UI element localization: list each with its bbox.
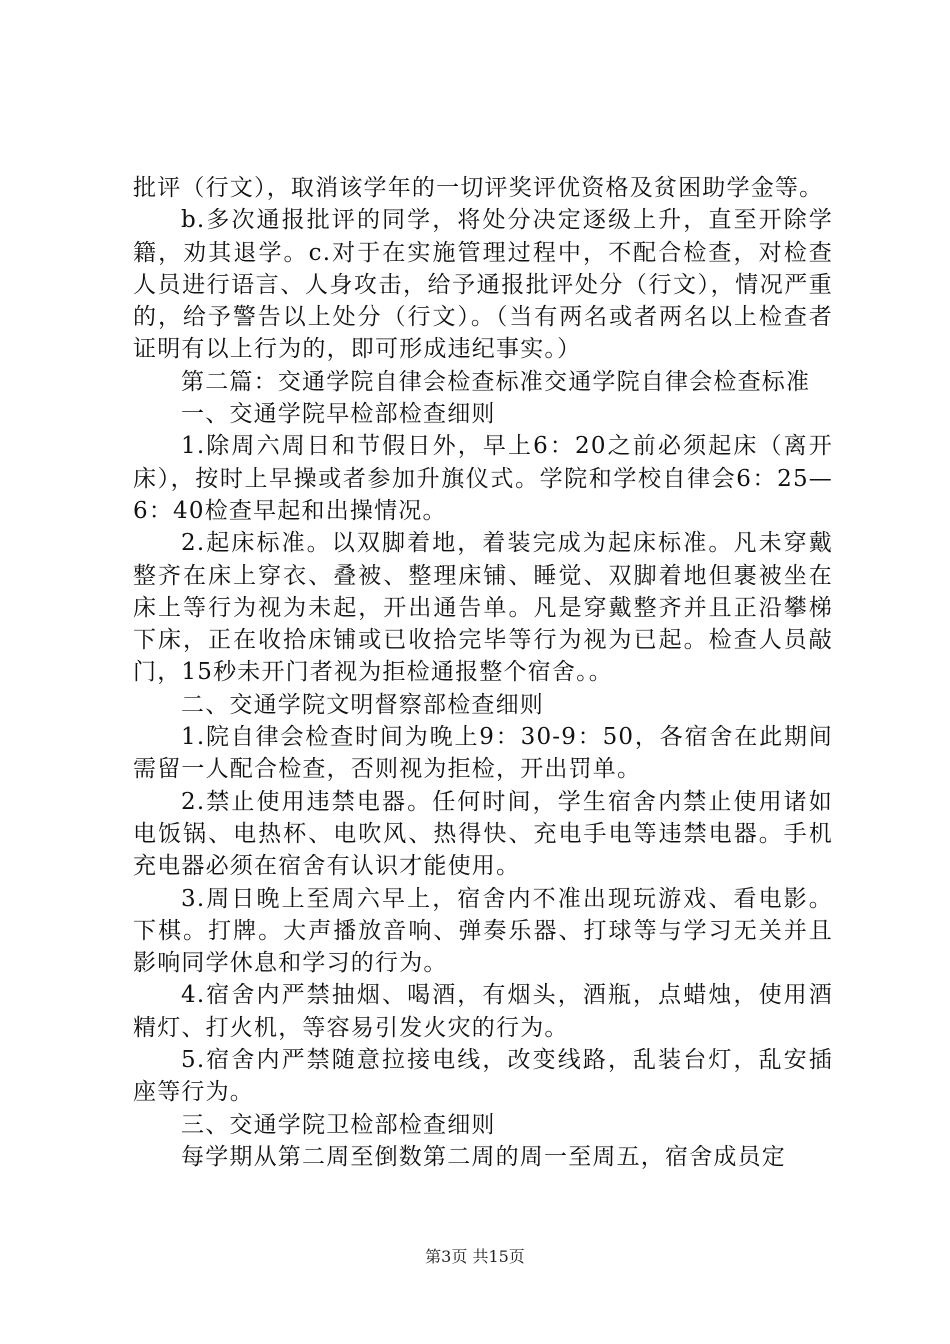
paragraph: 2.起床标准。以双脚着地，着装完成为起床标准。凡未穿戴整齐在床上穿衣、叠被、整理床铺、睡觉、双脚着地但裹被坐在床上等行为视为未起，开出通告单。凡是穿戴整齐并且正沿攀梯下床，正在收拾床铺或已收拾完毕等行为视为已起。检查人员敲门，15秒未开门者视为拒检通报整个宿舍。。 [133,530,833,686]
paragraph: 1.除周六周日和节假日外，早上6：20之前必须起床（离开床），按时上早操或者参加升旗仪式。学院和学校自律会6：25—6：40检查早起和出操情况。 [133,433,833,524]
section-heading: 三、交通学院卫检部检查细则 [181,1111,496,1138]
paragraph: 5.宿舍内严禁随意拉接电线，改变线路，乱装台灯，乱安插座等行为。 [133,1047,833,1106]
page-number-label: 第3页 共15页 [425,1247,525,1266]
paragraph: b.多次通报批评的同学，将处分决定逐级上升，直至开除学籍，劝其退学。c.对于在实施管理过程中，不配合检查，对检查人员进行语言、人身攻击，给予通报批评处分（行文），情况严重的，给予警告以上处分（行文）。（当有两名或者两名以上检查者证明有以上行为的，即可形成违纪事实。） [133,207,833,363]
paragraph: 批评（行文），取消该学年的一切评奖评优资格及贫困助学金等。 [133,175,824,201]
paragraph: 每学期从第二周至倒数第二周的周一至周五，宿舍成员定 [181,1143,786,1170]
document-body [133,172,833,1173]
section-heading: 第二篇：交通学院自律会检查标准交通学院自律会检查标准 [181,368,811,395]
section-heading: 二、交通学院文明督察部检查细则 [181,691,544,718]
paragraph: 4.宿舍内严禁抽烟、喝酒，有烟头，酒瓶，点蜡烛，使用酒精灯、打火机，等容易引发火灾的行为。 [133,982,833,1041]
paragraph: 1.院自律会检查时间为晚上9：30-9：50，各宿舍在此期间需留一人配合检查，否则视为拒检，开出罚单。 [133,724,833,783]
section-heading: 一、交通学院早检部检查细则 [181,401,496,428]
page-footer [0,1244,950,1267]
paragraph: 3.周日晚上至周六早上，宿舍内不准出现玩游戏、看电影。下棋。打牌。大声播放音响、弹奏乐器、打球等与学习无关并且影响同学休息和学习的行为。 [133,885,833,977]
paragraph: 2.禁止使用违禁电器。任何时间，学生宿舍内禁止使用诸如电饭锅、电热杯、电吹风、热得快、充电手电等违禁电器。手机充电器必须在宿舍有认识才能使用。 [133,788,833,880]
